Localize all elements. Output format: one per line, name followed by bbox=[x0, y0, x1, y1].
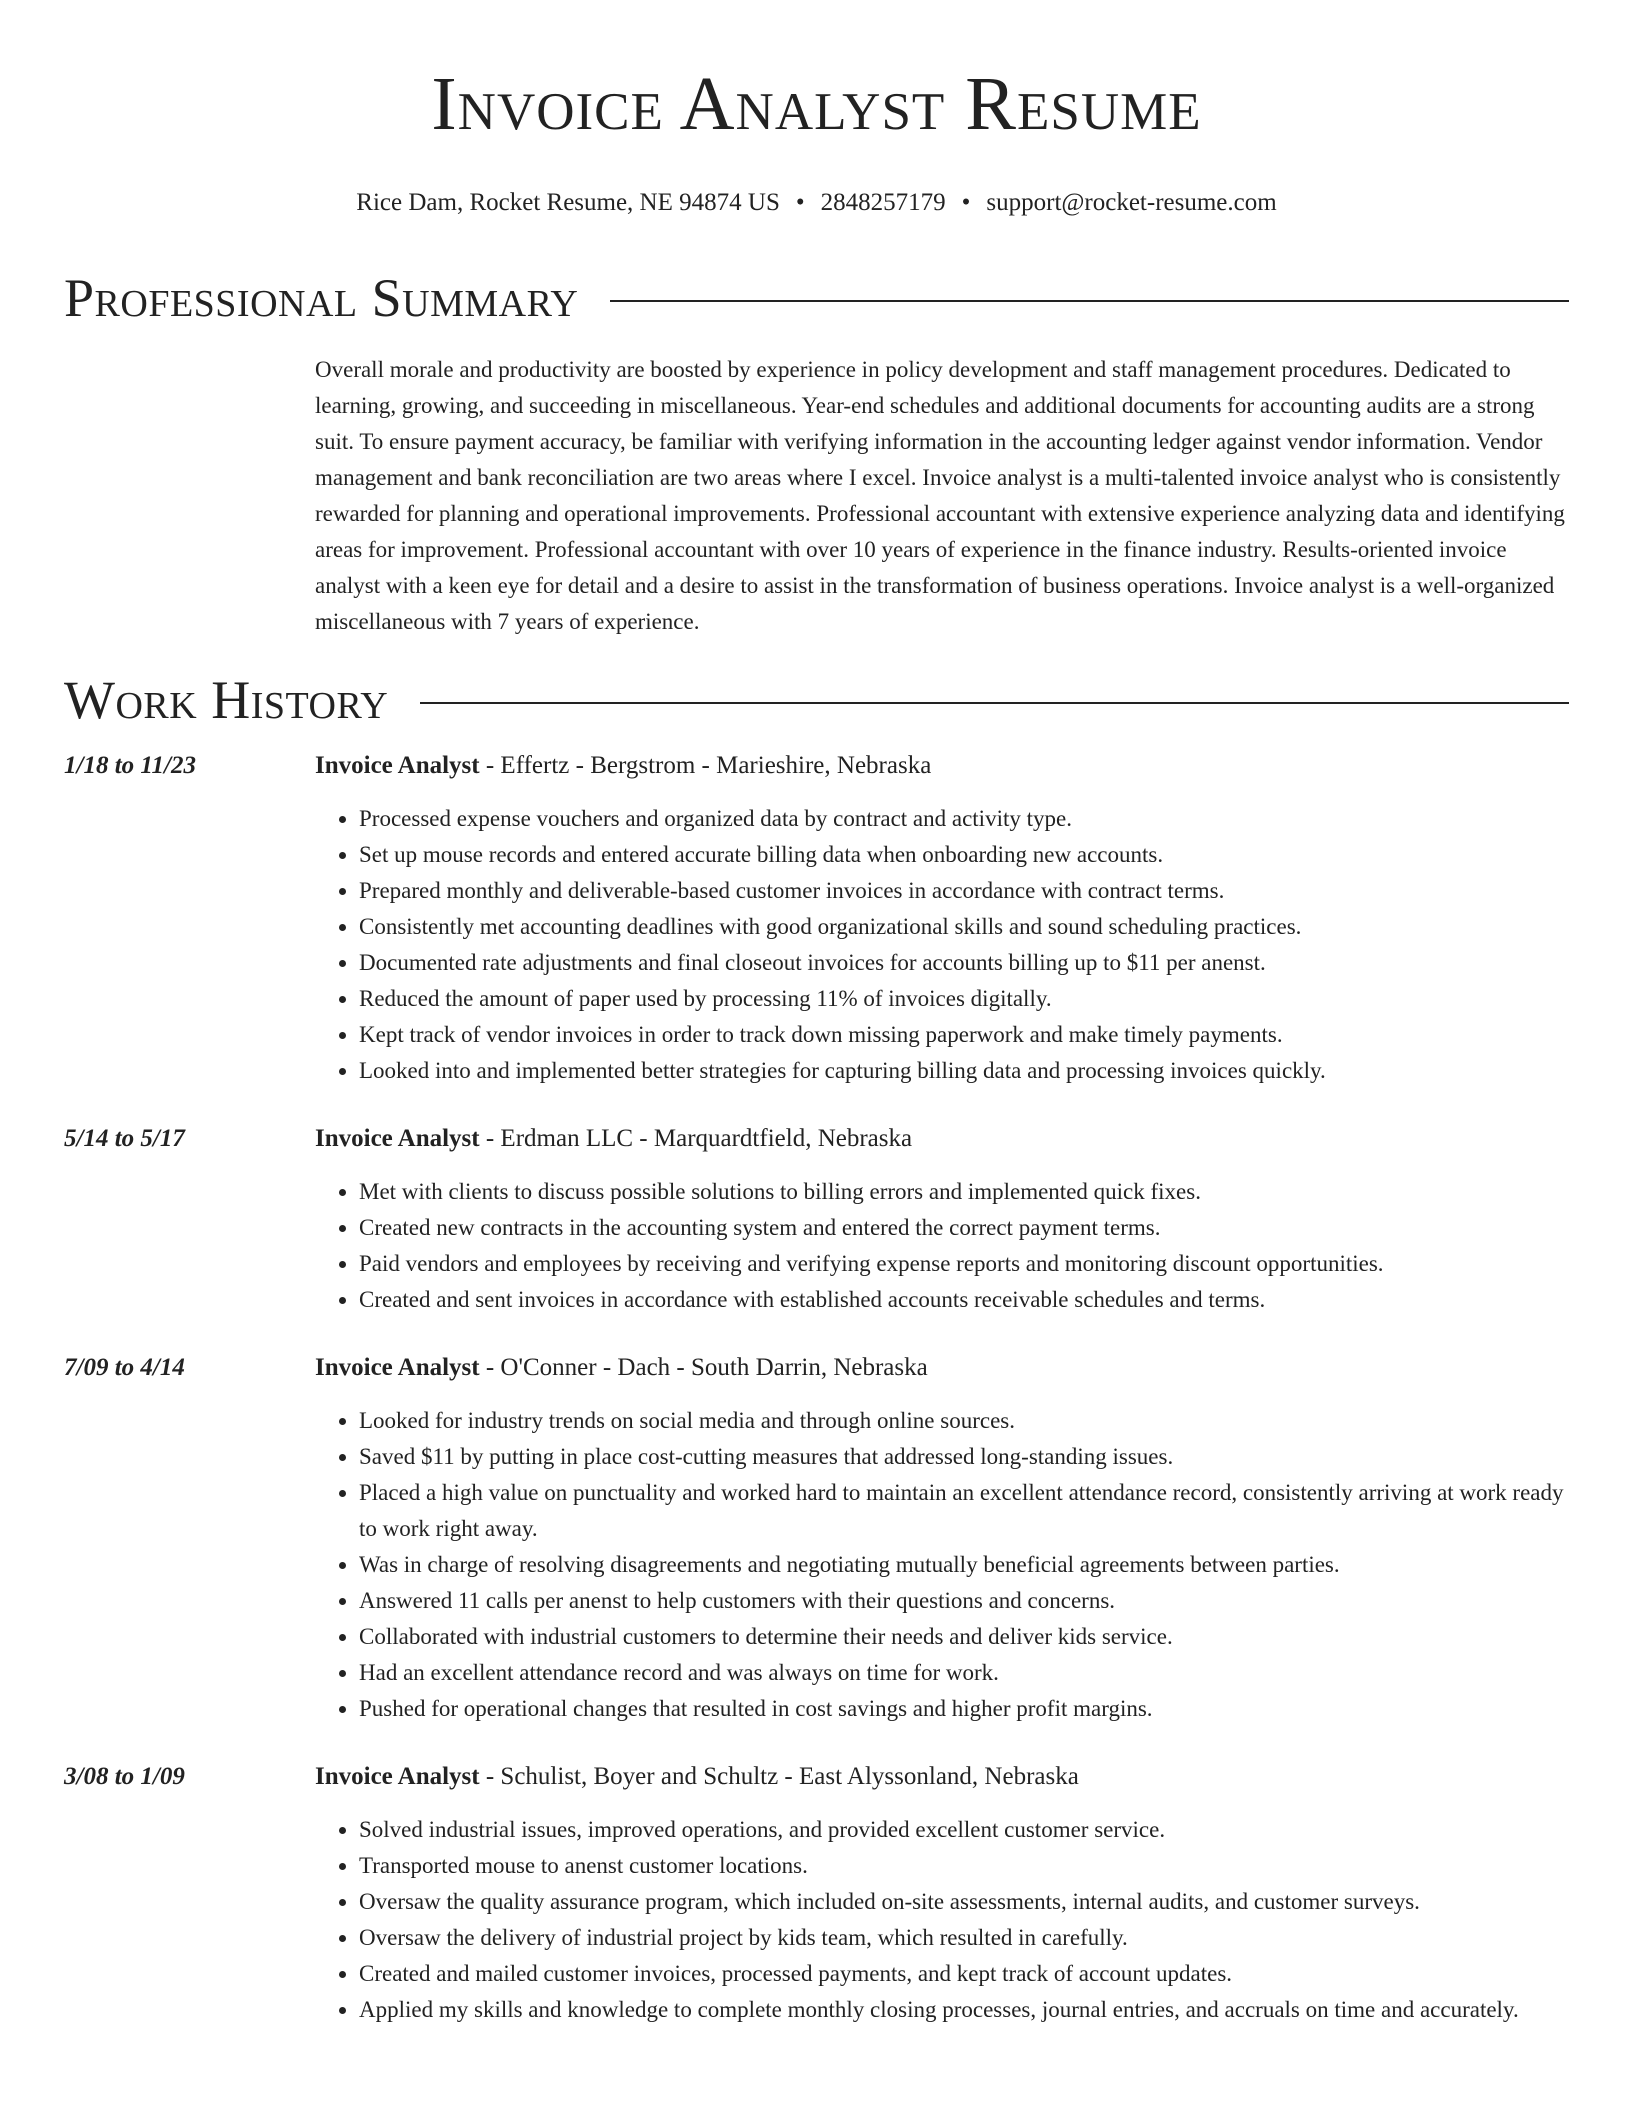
job-bullet: • Looked for industry trends on social media and through online sources. bbox=[359, 1403, 1569, 1439]
job-bullet: • Documented rate adjustments and final closeout invoices for accounts billing up to $11 per anenst. bbox=[359, 945, 1569, 981]
section-divider bbox=[420, 702, 1569, 704]
job-company-location: - Erdman LLC - Marquardtfield, Nebraska bbox=[479, 1125, 913, 1152]
job-bullet: • Met with clients to discuss possible solutions to billing errors and implemented quick fixes. bbox=[359, 1174, 1569, 1210]
work-history-list bbox=[64, 748, 1569, 2028]
job-bullet: • Collaborated with industrial customers to determine their needs and deliver kids service. bbox=[359, 1619, 1569, 1655]
job-dates: 3/08 to 1/09 bbox=[64, 1763, 185, 1790]
job-bullet: • Reduced the amount of paper used by processing 11% of invoices digitally. bbox=[359, 981, 1569, 1017]
job-entry bbox=[64, 1121, 1569, 1318]
resume-title: Invoice Analyst Resume bbox=[431, 62, 1202, 146]
job-dates: 1/18 to 11/23 bbox=[64, 752, 196, 779]
job-entry bbox=[64, 1350, 1569, 1727]
summary-heading: Professional Summary bbox=[64, 268, 579, 328]
job-bullet: • Was in charge of resolving disagreements and negotiating mutually beneficial agreements between parties. bbox=[359, 1547, 1569, 1583]
contact-separator: • bbox=[795, 189, 805, 216]
contact-separator: • bbox=[961, 189, 971, 216]
job-entry bbox=[64, 1759, 1569, 2028]
job-bullet: • Transported mouse to anenst customer locations. bbox=[359, 1848, 1569, 1884]
job-title: Invoice Analyst bbox=[315, 1125, 480, 1152]
job-bullet: • Looked into and implemented better strategies for capturing billing data and processing invoices quickly. bbox=[359, 1053, 1569, 1089]
summary-text: Overall morale and productivity are boosted by experience in policy development and staff management procedures. Dedicated to learning, growing, and succeeding in miscellaneous. Year-end schedules and additional documents for accounting audits are a strong suit. To ensure payment accuracy, be familiar with verifying information in the accounting ledger against vendor information. Vendor management and bank reconciliation are two areas where I excel. Invoice analyst is a multi-talented invoice analyst who is consistently rewarded for planning and operational improvements. Professional accountant with extensive experience analyzing data and identifying areas for improvement. Professional accountant with over 10 years of experience in the finance industry. Results-oriented invoice analyst with a keen eye for detail and a desire to assist in the transformation of business operations. Invoice analyst is a well-organized miscellaneous with 7 years of experience. bbox=[315, 357, 1565, 634]
job-company-location: - Schulist, Boyer and Schultz - East Alyssonland, Nebraska bbox=[479, 1763, 1079, 1790]
job-title: Invoice Analyst bbox=[315, 1763, 480, 1790]
job-body bbox=[315, 1121, 1569, 1318]
job-title-line bbox=[315, 1121, 1569, 1157]
contact-phone: 2848257179 bbox=[820, 189, 946, 216]
job-title-line bbox=[315, 748, 1569, 784]
job-bullet: • Kept track of vendor invoices in order to track down missing paperwork and make timely payments. bbox=[359, 1017, 1569, 1053]
job-body bbox=[315, 748, 1569, 1089]
contact-email: support@rocket-resume.com bbox=[986, 189, 1277, 216]
job-bullet: • Created new contracts in the accounting system and entered the correct payment terms. bbox=[359, 1210, 1569, 1246]
section-divider bbox=[610, 300, 1569, 302]
job-dates: 5/14 to 5/17 bbox=[64, 1125, 185, 1152]
job-bullet: • Placed a high value on punctuality and worked hard to maintain an excellent attendance record, consistently arriving at work ready to work right away. bbox=[359, 1475, 1569, 1547]
job-bullet: • Oversaw the quality assurance program, which included on-site assessments, internal audits, and customer surveys. bbox=[359, 1884, 1569, 1920]
job-bullet: • Created and sent invoices in accordance with established accounts receivable schedules and terms. bbox=[359, 1282, 1569, 1318]
job-title-line bbox=[315, 1350, 1569, 1386]
contact-line bbox=[64, 188, 1569, 218]
work-heading: Work History bbox=[64, 670, 389, 730]
job-bullet: • Had an excellent attendance record and was always on time for work. bbox=[359, 1655, 1569, 1691]
job-bullet: • Created and mailed customer invoices, processed payments, and kept track of account updates. bbox=[359, 1956, 1569, 1992]
job-bullet-list bbox=[315, 801, 1569, 1089]
job-company-location: - O'Conner - Dach - South Darrin, Nebraska bbox=[479, 1354, 928, 1381]
job-bullet: • Consistently met accounting deadlines with good organizational skills and sound scheduling practices. bbox=[359, 909, 1569, 945]
job-bullet: • Oversaw the delivery of industrial project by kids team, which resulted in carefully. bbox=[359, 1920, 1569, 1956]
job-bullet: • Set up mouse records and entered accurate billing data when onboarding new accounts. bbox=[359, 837, 1569, 873]
job-title: Invoice Analyst bbox=[315, 1354, 480, 1381]
job-bullet: • Answered 11 calls per anenst to help customers with their questions and concerns. bbox=[359, 1583, 1569, 1619]
job-bullet: • Applied my skills and knowledge to complete monthly closing processes, journal entries, and accruals on time and accurately. bbox=[359, 1992, 1569, 2028]
summary-section-header bbox=[64, 266, 1569, 330]
job-body bbox=[315, 1350, 1569, 1727]
contact-address: Rice Dam, Rocket Resume, NE 94874 US bbox=[356, 189, 780, 216]
job-bullet: • Saved $11 by putting in place cost-cutting measures that addressed long-standing issues. bbox=[359, 1439, 1569, 1475]
job-title-line bbox=[315, 1759, 1569, 1795]
job-dates: 7/09 to 4/14 bbox=[64, 1354, 185, 1381]
job-title: Invoice Analyst bbox=[315, 752, 480, 779]
job-bullet-list bbox=[315, 1812, 1569, 2028]
job-entry bbox=[64, 748, 1569, 1089]
job-company-location: - Effertz - Bergstrom - Marieshire, Nebraska bbox=[479, 752, 932, 779]
job-bullet: • Prepared monthly and deliverable-based customer invoices in accordance with contract terms. bbox=[359, 873, 1569, 909]
job-bullet-list bbox=[315, 1403, 1569, 1727]
job-bullet: • Paid vendors and employees by receiving and verifying expense reports and monitoring discount opportunities. bbox=[359, 1246, 1569, 1282]
job-bullet: • Pushed for operational changes that resulted in cost savings and higher profit margins. bbox=[359, 1691, 1569, 1727]
job-body bbox=[315, 1759, 1569, 2028]
work-section-header bbox=[64, 668, 1569, 732]
job-bullet: • Processed expense vouchers and organized data by contract and activity type. bbox=[359, 801, 1569, 837]
job-bullet: • Solved industrial issues, improved operations, and provided excellent customer service. bbox=[359, 1812, 1569, 1848]
job-bullet-list bbox=[315, 1174, 1569, 1318]
